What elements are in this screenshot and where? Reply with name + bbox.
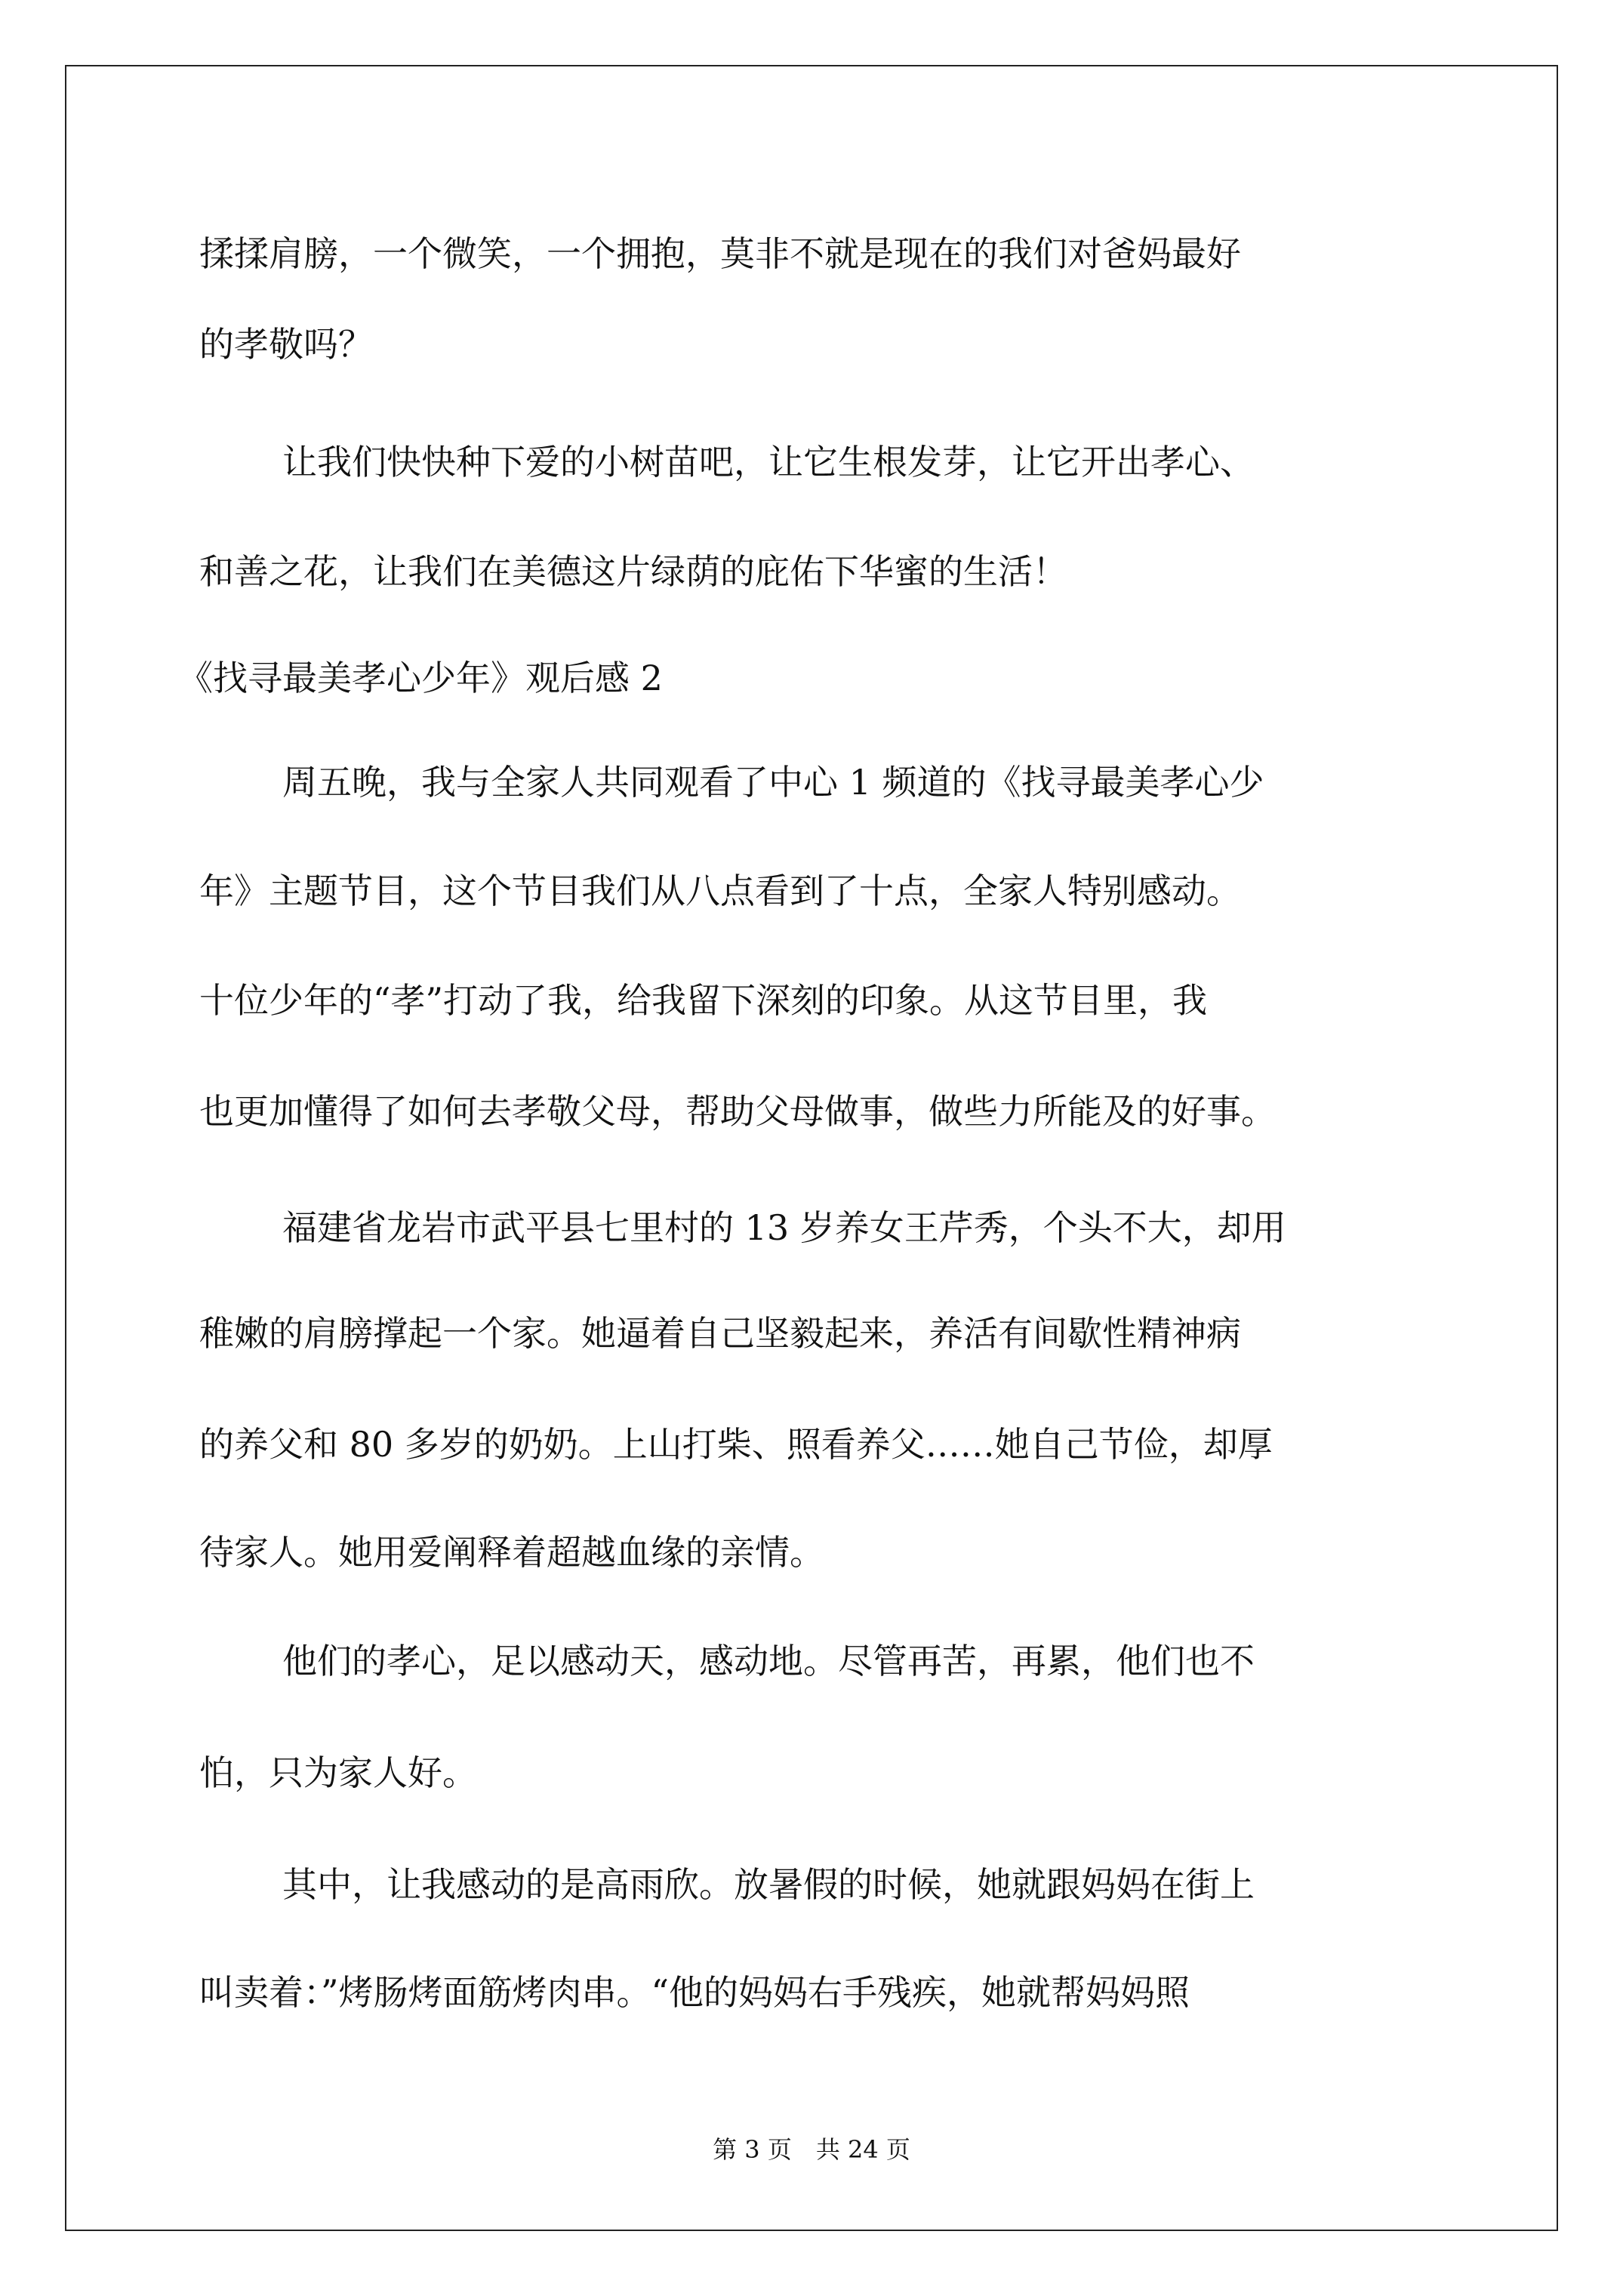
text-line: 怕，只为家人好。 [199, 1752, 477, 1793]
page-footer: 第 3 页 共 24 页 [713, 2135, 910, 2164]
text-line: 其中，让我感动的是高雨欣。放暑假的时候，她就跟妈妈在街上 [282, 1864, 1255, 1905]
text-line: 福建省龙岩市武平县七里村的 13 岁养女王芹秀，个头不大，却用 [282, 1207, 1286, 1248]
text-line: 周五晚，我与全家人共同观看了中心 1 频道的《找寻最美孝心少 [282, 762, 1264, 803]
page-border [65, 65, 1558, 2231]
text-line: 也更加懂得了如何去孝敬父母，帮助父母做事，做些力所能及的好事。 [199, 1091, 1276, 1132]
text-line: 叫卖着：”烤肠烤面筋烤肉串。“他的妈妈右手残疾，她就帮妈妈照 [199, 1972, 1190, 2013]
text-line: 他们的孝心，足以感动天，感动地。尽管再苦，再累，他们也不 [282, 1641, 1255, 1681]
text-line: 和善之花，让我们在美德这片绿荫的庇佑下华蜜的生活！ [199, 551, 1067, 592]
text-line: 的养父和 80 多岁的奶奶。上山打柴、照看养父……她自己节俭，却厚 [199, 1424, 1273, 1465]
text-line: 十位少年的“孝”打动了我，给我留下深刻的印象。从这节目里，我 [199, 980, 1208, 1021]
text-line: 待家人。她用爱阐释着超越血缘的亲情。 [199, 1532, 824, 1573]
section-heading: 《找寻最美孝心少年》观后感 2 [178, 658, 663, 698]
text-line: 揉揉肩膀，一个微笑，一个拥抱，莫非不就是现在的我们对爸妈最好 [199, 233, 1241, 274]
text-line: 稚嫩的肩膀撑起一个家。她逼着自己坚毅起来，养活有间歇性精神病 [199, 1313, 1241, 1354]
text-line: 的孝敬吗？ [199, 324, 373, 365]
text-line: 年》主题节目，这个节目我们从八点看到了十点，全家人特别感动。 [199, 871, 1241, 911]
text-line: 让我们快快种下爱的小树苗吧，让它生根发芽，让它开出孝心、 [282, 442, 1255, 482]
